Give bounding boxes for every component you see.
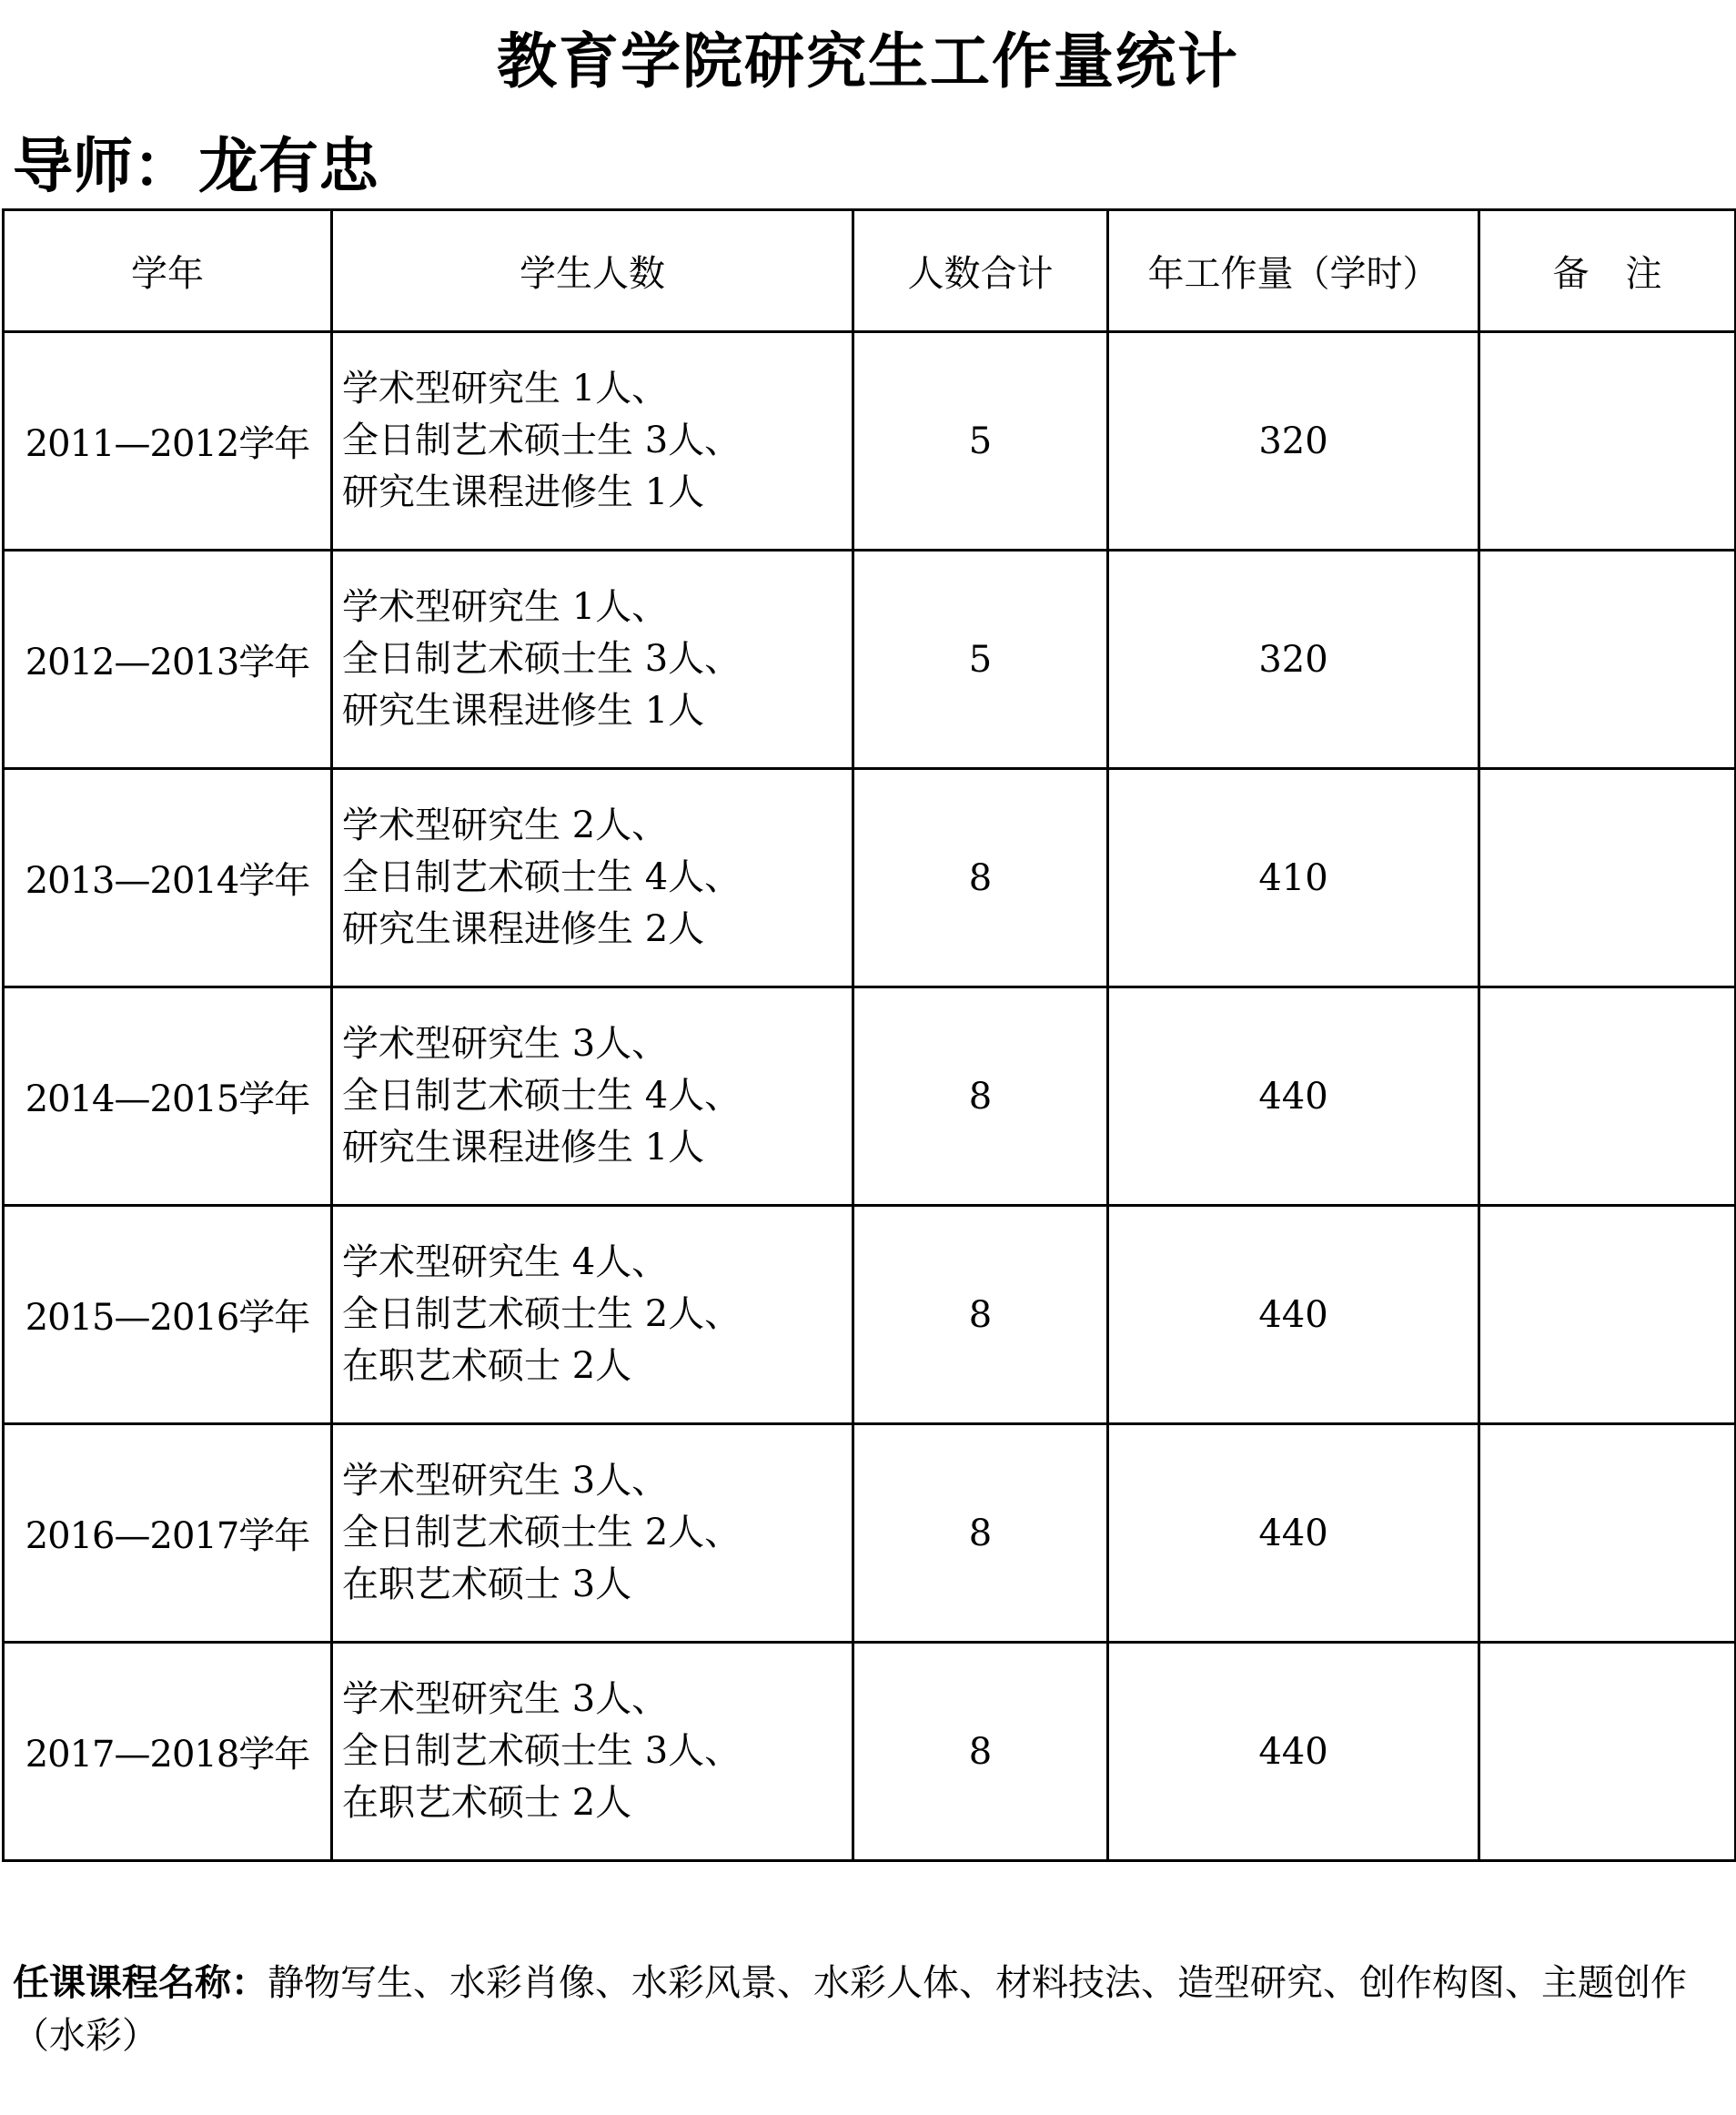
student-line: 学术型研究生 1人、 [342,368,669,410]
advisor-label: 导师： [13,131,193,201]
cell-workload: 320 [1108,332,1479,551]
cell-year: 2013—2014学年 [4,769,332,987]
cell-note [1479,769,1736,987]
cell-year: 2011—2012学年 [4,332,332,551]
cell-students [332,987,853,1206]
cell-year: 2014—2015学年 [4,987,332,1206]
courses-line [13,1957,1723,2062]
table-row [4,1206,1736,1424]
header-year: 学年 [4,210,332,332]
student-line: 在职艺术硕士 2人 [342,1345,632,1387]
cell-note [1479,332,1736,551]
cell-workload: 440 [1108,1206,1479,1424]
workload-table [2,208,1736,1862]
cell-students [332,1643,853,1861]
cell-students [332,332,853,551]
student-line: 全日制艺术硕士生 4人、 [342,856,742,898]
table-header-row [4,210,1736,332]
table-row [4,332,1736,551]
table-row [4,987,1736,1206]
cell-note [1479,987,1736,1206]
courses-text: 静物写生、水彩肖像、水彩风景、水彩人体、材料技法、造型研究、创作构图、主题创作（水彩） [13,1962,1687,2057]
cell-total: 8 [853,1206,1108,1424]
student-line: 学术型研究生 3人、 [342,1023,669,1065]
student-line: 研究生课程进修生 2人 [342,908,705,950]
cell-year: 2017—2018学年 [4,1643,332,1861]
cell-total: 8 [853,987,1108,1206]
cell-workload: 410 [1108,769,1479,987]
cell-year: 2015—2016学年 [4,1206,332,1424]
student-line: 学术型研究生 3人、 [342,1460,669,1502]
cell-workload: 320 [1108,551,1479,769]
cell-workload: 440 [1108,987,1479,1206]
student-line: 研究生课程进修生 1人 [342,1127,705,1169]
student-line: 学术型研究生 3人、 [342,1678,669,1720]
cell-students [332,1206,853,1424]
cell-students [332,551,853,769]
table-row [4,769,1736,987]
cell-total: 5 [853,551,1108,769]
cell-note [1479,1424,1736,1643]
header-workload: 年工作量（学时） [1108,210,1479,332]
cell-workload: 440 [1108,1643,1479,1861]
student-line: 学术型研究生 1人、 [342,586,669,628]
advisor-name: 龙有忠 [198,131,378,201]
table-row [4,1424,1736,1643]
cell-total: 8 [853,1424,1108,1643]
cell-year: 2012—2013学年 [4,551,332,769]
cell-note [1479,551,1736,769]
cell-workload: 440 [1108,1424,1479,1643]
cell-students [332,769,853,987]
header-students: 学生人数 [332,210,853,332]
header-total: 人数合计 [853,210,1108,332]
student-line: 学术型研究生 2人、 [342,805,669,846]
student-line: 全日制艺术硕士生 3人、 [342,420,742,461]
cell-total: 5 [853,332,1108,551]
student-line: 全日制艺术硕士生 3人、 [342,1730,742,1772]
page-title: 教育学院研究生工作量统计 [497,26,1239,96]
cell-note [1479,1206,1736,1424]
cell-total: 8 [853,769,1108,987]
student-line: 研究生课程进修生 1人 [342,471,705,513]
table-row [4,1643,1736,1861]
student-line: 在职艺术硕士 3人 [342,1563,632,1605]
cell-total: 8 [853,1643,1108,1861]
advisor-line [13,127,378,206]
cell-year: 2016—2017学年 [4,1424,332,1643]
cell-note [1479,1643,1736,1861]
courses-label: 任课课程名称： [13,1962,267,2004]
cell-students [332,1424,853,1643]
student-line: 全日制艺术硕士生 4人、 [342,1075,742,1117]
header-note: 备 注 [1479,210,1736,332]
student-line: 全日制艺术硕士生 2人、 [342,1293,742,1335]
table-row [4,551,1736,769]
student-line: 研究生课程进修生 1人 [342,690,705,732]
student-line: 学术型研究生 4人、 [342,1241,669,1283]
student-line: 全日制艺术硕士生 2人、 [342,1512,742,1553]
student-line: 全日制艺术硕士生 3人、 [342,638,742,680]
student-line: 在职艺术硕士 2人 [342,1782,632,1824]
